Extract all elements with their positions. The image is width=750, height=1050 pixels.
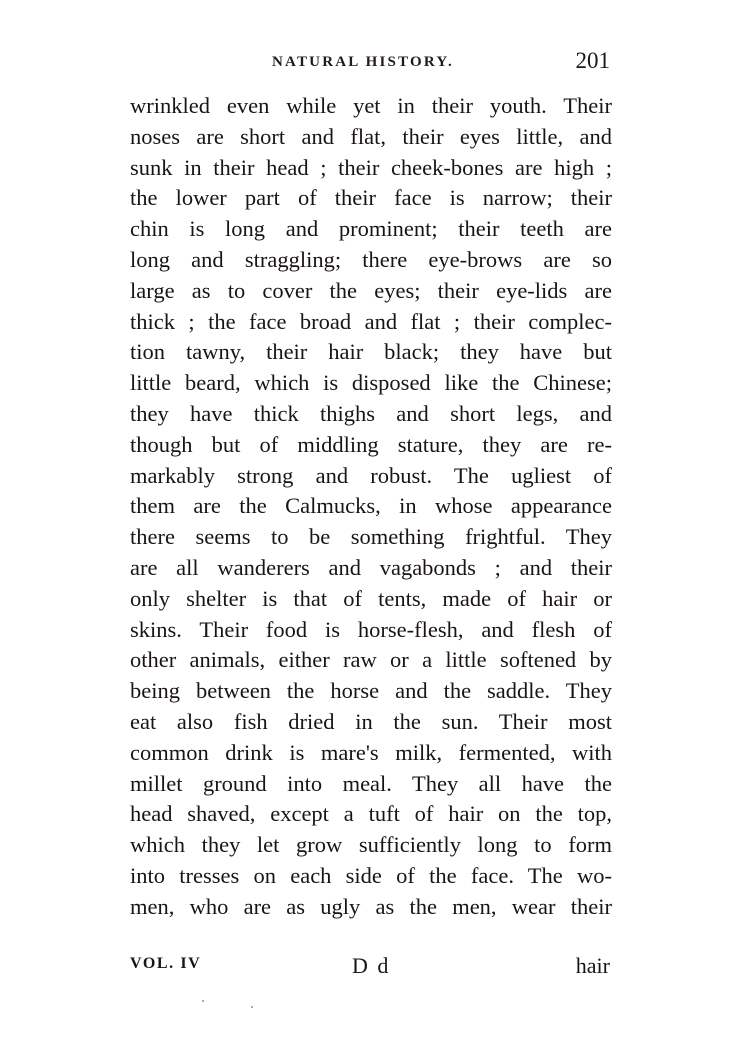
body-text bbox=[130, 91, 612, 923]
text-line: being between the horse and the saddle. They bbox=[130, 678, 612, 704]
running-head bbox=[130, 50, 612, 80]
text-line: they have thick thighs and short legs, and bbox=[130, 400, 612, 426]
text-line: markably strong and robust. The ugliest of bbox=[130, 462, 613, 488]
signature-mark: D d bbox=[352, 953, 389, 978]
text-line: wrinkled even while yet in their youth. Their bbox=[130, 93, 612, 118]
text-line: thick ; the face broad and flat ; their complec- bbox=[130, 308, 612, 334]
text-line: the lower part of their face is narrow; their bbox=[130, 185, 613, 211]
text-line: there seems to be something frightful. They bbox=[130, 524, 613, 550]
text-line: eat also fish dried in the sun. Their most bbox=[130, 708, 612, 734]
page-number: 201 bbox=[575, 48, 610, 73]
text-line: tion tawny, their hair black; they have but bbox=[130, 339, 612, 365]
text-line: head shaved, except a tuft of hair on the top, bbox=[130, 801, 613, 827]
text-line: skins. Their food is horse-flesh, and flesh of bbox=[130, 616, 612, 642]
paper-speck bbox=[251, 1006, 253, 1008]
text-line: which they let grow sufficiently long to form bbox=[130, 832, 612, 858]
text-line: noses are short and flat, their eyes little, and bbox=[130, 123, 612, 149]
text-line: chin is long and prominent; their teeth are bbox=[130, 216, 612, 242]
text-line: men, who are as ugly as the men, wear their bbox=[130, 893, 612, 919]
text-line: only shelter is that of tents, made of hair or bbox=[130, 585, 612, 611]
text-line: are all wanderers and vagabonds ; and their bbox=[130, 554, 613, 580]
running-title: NATURAL HISTORY. bbox=[272, 54, 454, 70]
text-line: sunk in their head ; their cheek-bones are high ; bbox=[130, 154, 612, 180]
text-line: long and straggling; there eye-brows are so bbox=[130, 246, 612, 272]
text-line: millet ground into meal. They all have the bbox=[130, 770, 612, 796]
text-line: little beard, which is disposed like the Chinese; bbox=[130, 370, 612, 396]
volume-signature: VOL. IV bbox=[130, 955, 202, 972]
page-footer bbox=[130, 953, 612, 983]
text-line: though but of middling stature, they are re- bbox=[130, 431, 612, 457]
text-line: into tresses on each side of the face. The wo- bbox=[130, 862, 613, 888]
text-line: them are the Calmucks, in whose appearance bbox=[130, 493, 613, 519]
text-line: large as to cover the eyes; their eye-lids are bbox=[130, 277, 612, 303]
text-line: common drink is mare's milk, fermented, with bbox=[130, 739, 612, 765]
catchword: hair bbox=[575, 953, 610, 978]
text-line: other animals, either raw or a little softened by bbox=[130, 647, 612, 673]
paper-speck bbox=[202, 1000, 204, 1002]
